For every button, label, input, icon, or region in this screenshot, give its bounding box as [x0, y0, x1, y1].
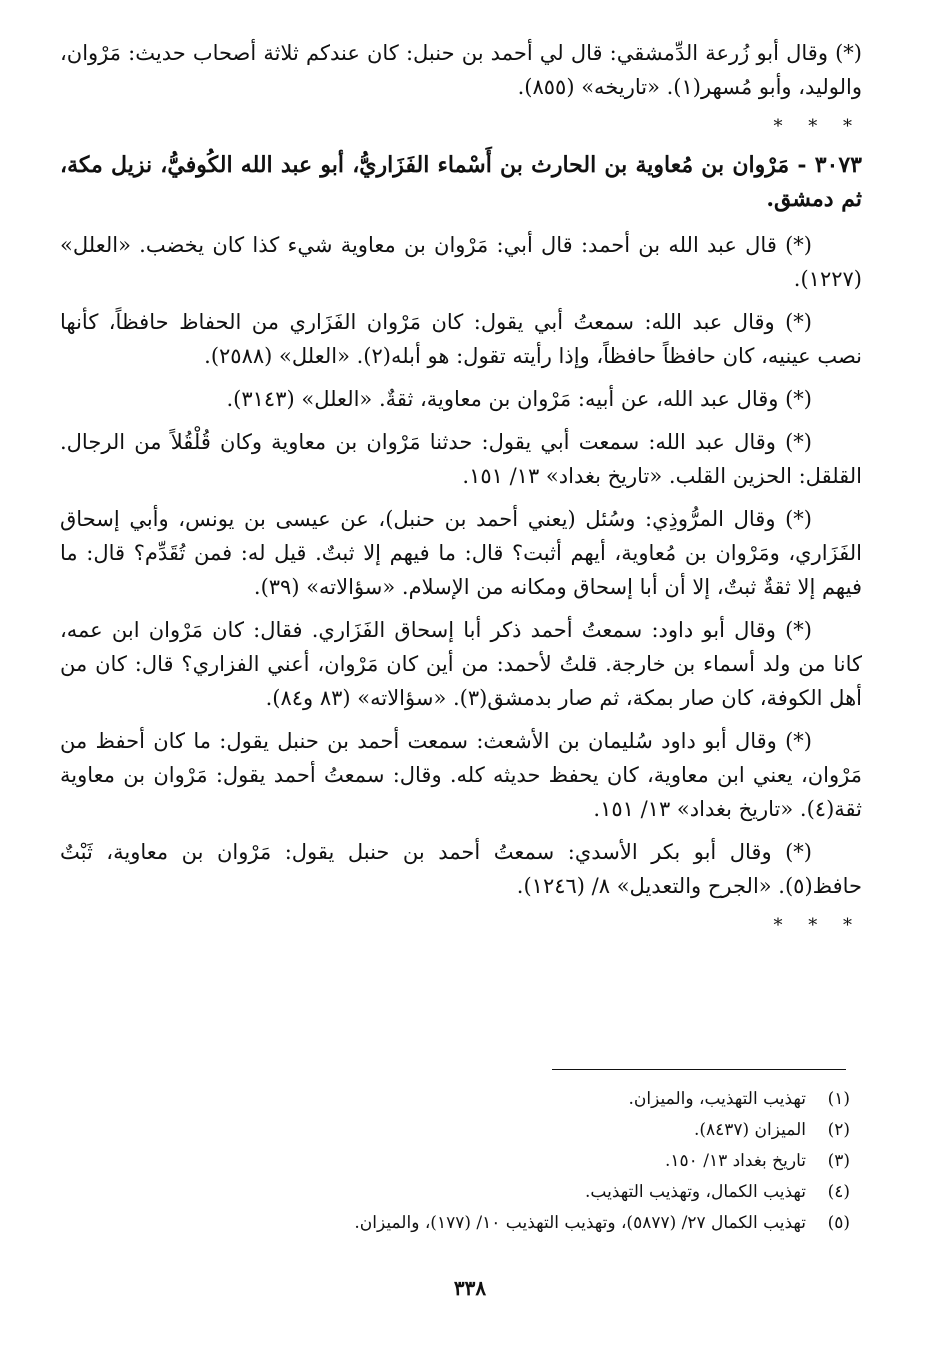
footnote	[120, 1177, 850, 1208]
footnote-number: (٤)	[827, 1182, 850, 1202]
footnote-text: تهذيب الكمال ٢٧/ (٥٨٧٧)، وتهذيب التهذيب ١٠/ (١٧٧)، والميزان.	[354, 1213, 806, 1233]
footnote-number: (١)	[827, 1089, 850, 1109]
footnote-text: تاريخ بغداد ١٣/ ١٥٠.	[664, 1151, 806, 1171]
section-separator-end: * * *	[773, 915, 862, 937]
paragraph-abdullah-2: (*) وقال عبد الله: سمعتُ أبي يقول: كان مَرْوان الفَزَاري من الحفاظ حافظاً، كأنها نصب عينيه، كان حافظاً حافظاً، وإذا رأيته تقول: هو أبله(٢). «العلل» (٢٥٨٨).	[60, 310, 862, 369]
footnote-text: الميزان (٨٤٣٧).	[693, 1120, 806, 1140]
footnote-number: (٢)	[827, 1120, 850, 1140]
footnote-text: تهذيب التهذيب، والميزان.	[628, 1089, 806, 1109]
footnote	[120, 1146, 850, 1177]
paragraph-abu-bakr: (*) وقال أبو بكر الأسدي: سمعتُ أحمد بن حنبل يقول: مَرْوان بن معاوية، ثَبْتٌ حافظ(٥). «الجرح والتعديل» ٨/ (١٢٤٦).	[60, 840, 862, 899]
footnotes	[120, 1084, 850, 1239]
section-separator: * * *	[773, 116, 862, 138]
footnote	[120, 1084, 850, 1115]
paragraph-abdullah-3: (*) وقال عبد الله، عن أبيه: مَرْوان بن معاوية، ثقةٌ. «العلل» (٣١٤٣).	[226, 387, 812, 412]
footnote-number: (٣)	[827, 1151, 850, 1171]
footnote-number: (٥)	[827, 1213, 850, 1233]
footnote	[120, 1208, 850, 1239]
paragraph-abu-dawud-1: (*) وقال أبو داود: سمعتُ أحمد ذكر أبا إسحاق الفَزَاري. فقال: كان مَرْوان ابن عمه، كانا من ولد أسماء بن خارجة. قلتُ لأحمد: من أين كان مَرْوان، أعني الفزاري؟ قال: كان من أهل الكوفة، كان صار بمكة، ثم صار بدمشق(٣). «سؤالاته» (٨٣ و٨٤).	[60, 618, 862, 711]
footnote-divider	[552, 1069, 846, 1070]
paragraph-abdullah-1: (*) قال عبد الله بن أحمد: قال أبي: مَرْوان بن معاوية شيء كذا كان يخضب. «العلل» (١٢٢٧).	[60, 233, 862, 292]
paragraph-abdullah-4: (*) وقال عبد الله: سمعت أبي يقول: حدثنا مَرْوان بن معاوية وكان قُلْقُلاً من الرجال. القلقل: الحزين القلب. «تاريخ بغداد» ١٣/ ١٥١.	[60, 430, 862, 489]
page-number: ٣٣٨	[453, 1276, 487, 1300]
main-text	[60, 36, 862, 947]
paragraph-abu-zura: (*) وقال أبو زُرعة الدِّمشقي: قال لي أحمد بن حنبل: كان عندكم ثلاثة أصحاب حديث: مَرْوان، والوليد، وأبو مُسهر(١). «تاريخه» (٨٥٥).	[60, 41, 862, 100]
paragraph-abu-dawud-2: (*) وقال أبو داود سُليمان بن الأشعث: سمعت أحمد بن حنبل يقول: ما كان أحفظ من مَرْوان، يعني ابن معاوية، كان يحفظ حديثه كله. وقال: سمعتُ أحمد يقول: مَرْوان بن معاوية ثقة(٤). «تاريخ بغداد» ١٣/ ١٥١.	[60, 729, 862, 822]
footnote	[120, 1115, 850, 1146]
footnote-text: تهذيب الكمال، وتهذيب التهذيب.	[584, 1182, 806, 1202]
paragraph-marrudhi: (*) وقال المرُّوذِي: وسُئل (يعني أحمد بن حنبل)، عن عيسى بن يونس، وأبي إسحاق الفَزَاري، ومَرْوان بن مُعاوية، أيهم أثبت؟ قال: ما فيهم إلا ثبتٌ. قيل له: فمن تُقَدِّم؟ قال: ما فيهم إلا ثقةٌ ثبتٌ، إلا أن أبا إسحاق ومكانه من الإسلام. «سؤالاته» (٣٩).	[60, 507, 862, 600]
entry-heading: ٣٠٧٣ - مَرْوان بن مُعاوية بن الحارث بن أَسْماء الفَزَاريُّ، أبو عبد الله الكُوفيُّ، نزيل مكة، ثم دمشق.	[60, 151, 862, 212]
